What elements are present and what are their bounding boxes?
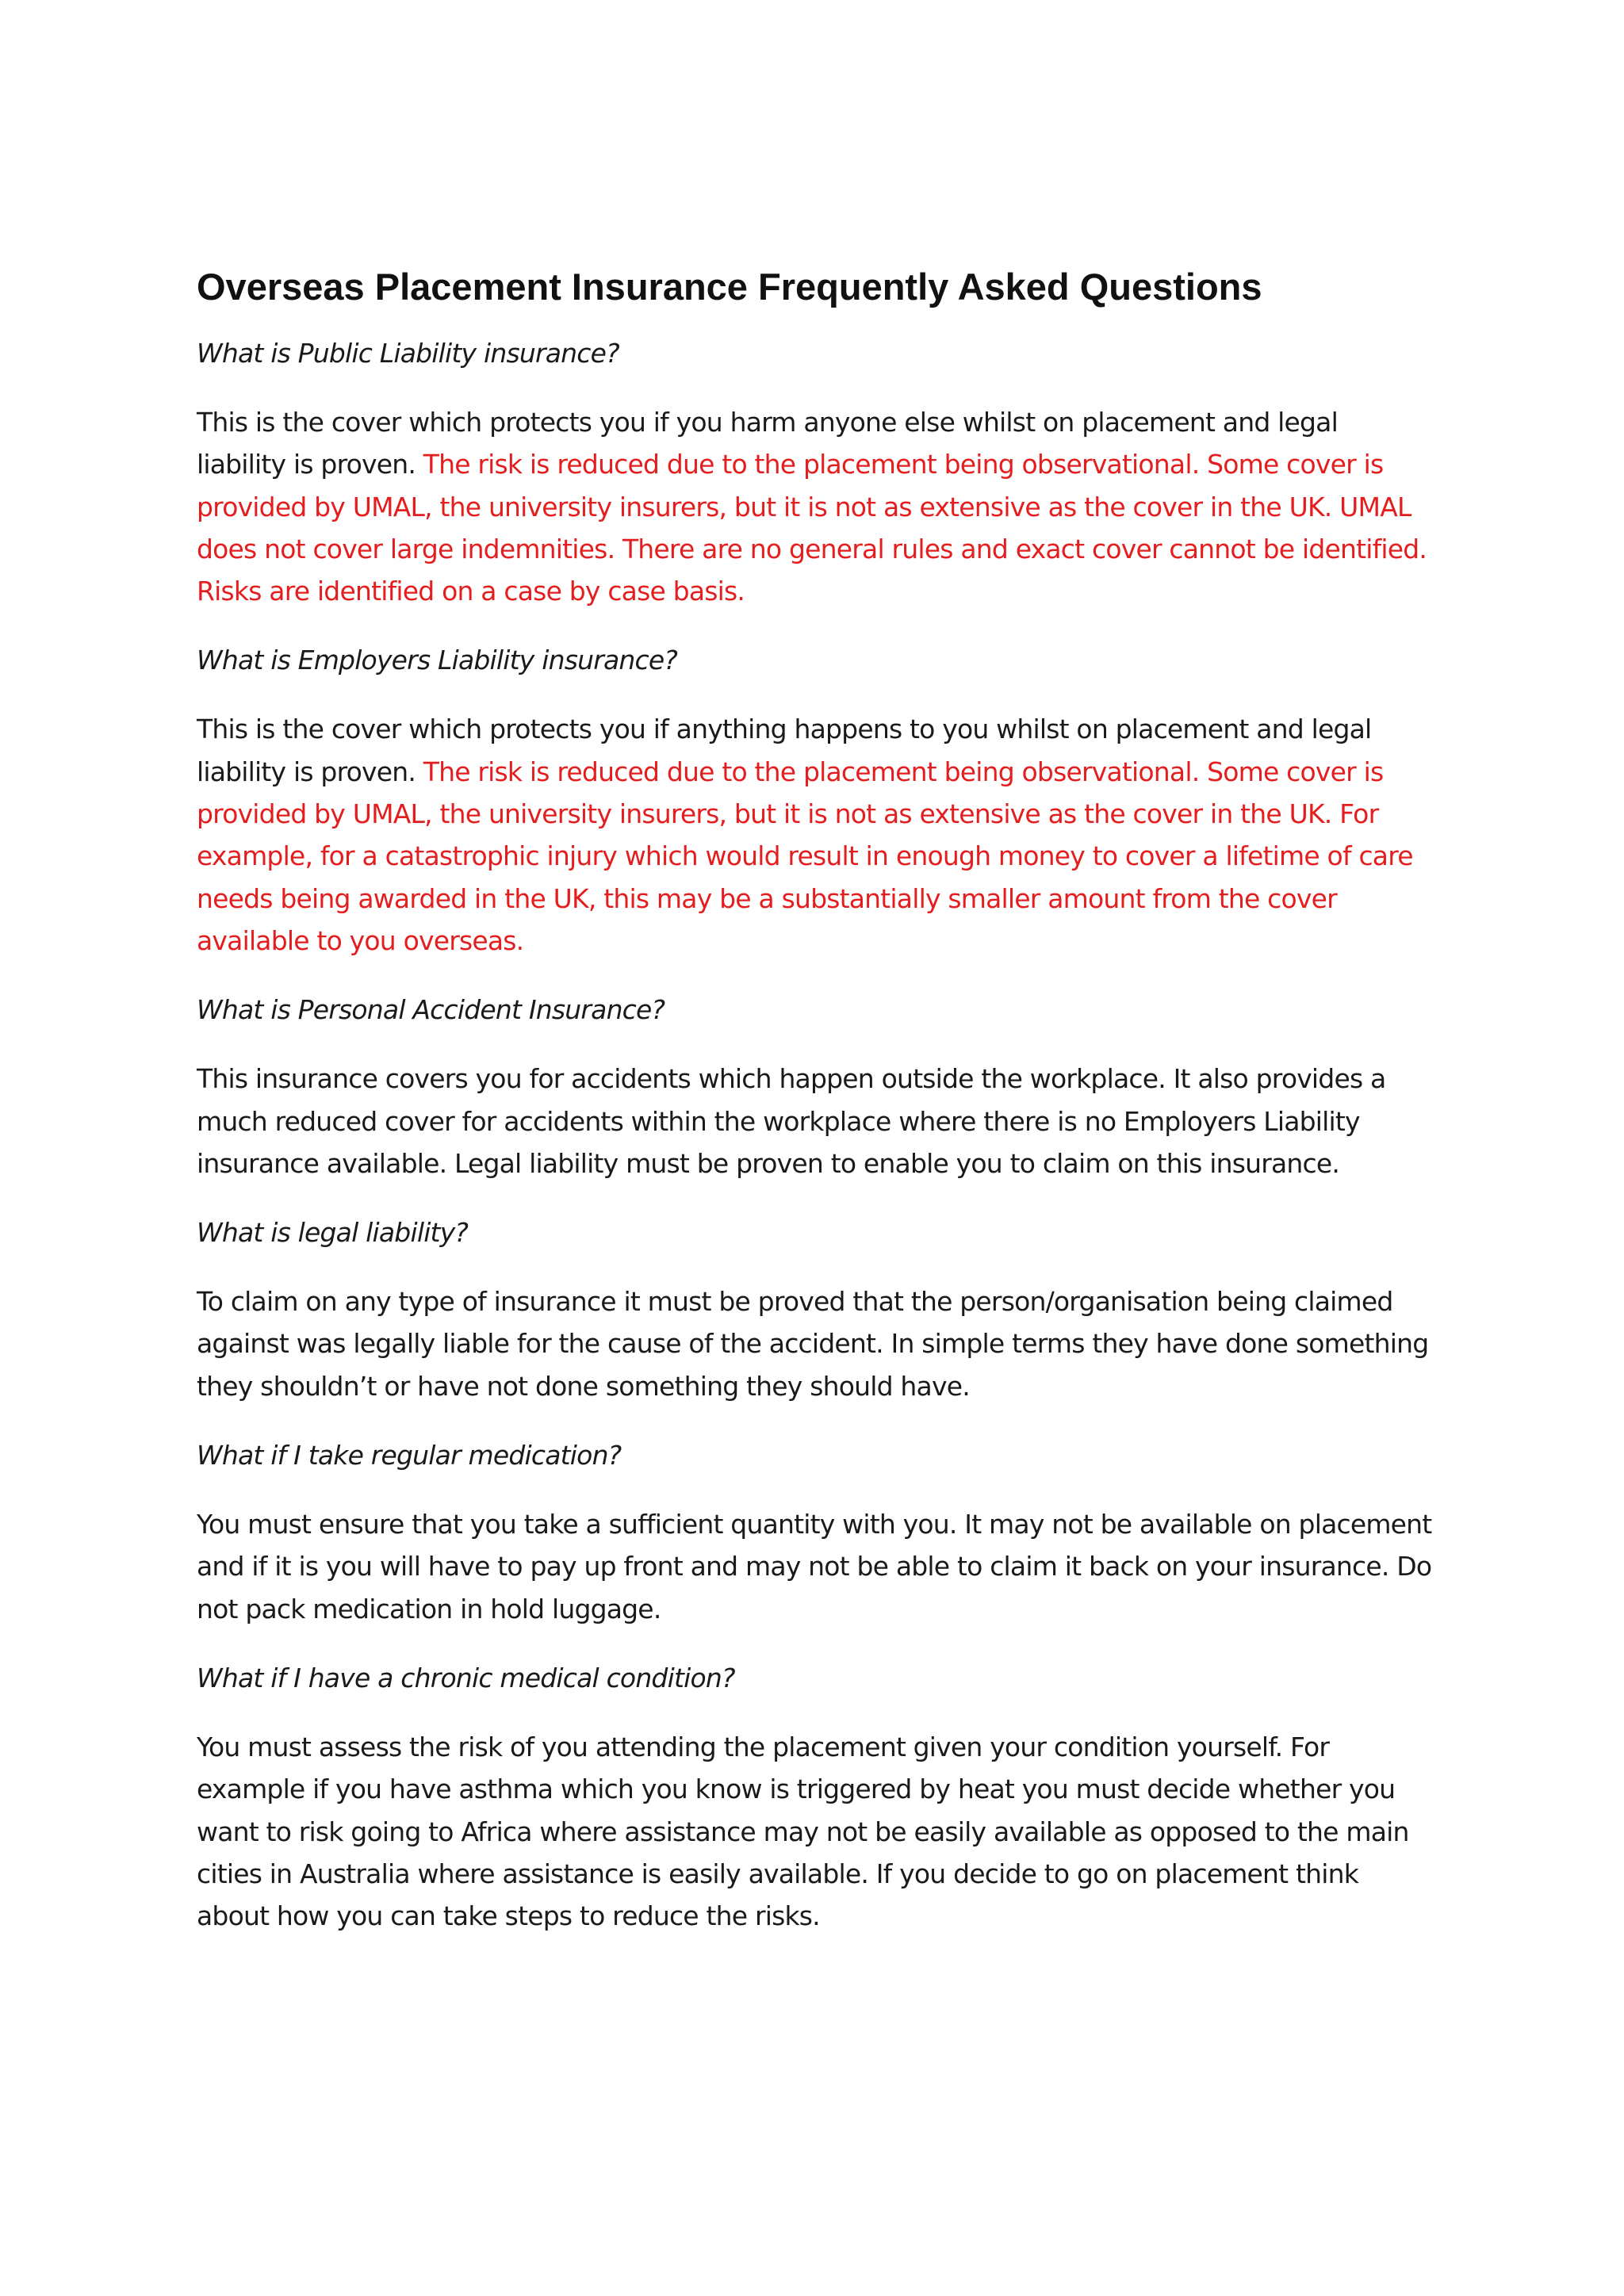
faq-question-legal-liability: What is legal liability? bbox=[197, 1217, 469, 1249]
faq-question-personal-accident: What is Personal Accident Insurance? bbox=[197, 994, 665, 1026]
faq-answer-employers-liability bbox=[197, 708, 1434, 962]
answer-highlight-text: The risk is reduced due to the placement being observational. Some cover is provided by UMAL, the university insurers, but it is not as extensive as the cover in the UK. For example, for a catastrophic injury which would result in enough money to cover a lifetime of care needs being awarded in the UK, this may be a substantially smaller amount from the cover available to you overseas. bbox=[197, 756, 1413, 956]
answer-text: You must ensure that you take a sufficient quantity with you. It may not be available on placement and if it is you will have to pay up front and may not be able to claim it back on your insurance. Do not pack medication in hold luggage. bbox=[197, 1509, 1432, 1624]
answer-text: This insurance covers you for accidents which happen outside the workplace. It also provides a much reduced cover for accidents within the workplace where there is no Employers Liability insurance available. Legal liability must be proven to enable you to claim on this insurance. bbox=[197, 1063, 1386, 1179]
faq-answer-regular-medication bbox=[197, 1503, 1434, 1630]
faq-question-public-liability: What is Public Liability insurance? bbox=[197, 338, 619, 369]
faq-answer-public-liability bbox=[197, 401, 1434, 612]
faq-answer-personal-accident bbox=[197, 1058, 1434, 1184]
faq-question-regular-medication: What if I take regular medication? bbox=[197, 1440, 622, 1471]
answer-text: This is the cover which protects you if you harm anyone else whilst on placement and legal liability is proven. bbox=[197, 407, 1338, 480]
document-body bbox=[197, 258, 1434, 1964]
answer-text: This is the cover which protects you if anything happens to you whilst on placement and legal liability is proven. bbox=[197, 714, 1372, 787]
faq-question-employers-liability: What is Employers Liability insurance? bbox=[197, 645, 678, 676]
answer-text: To claim on any type of insurance it must be proved that the person/organisation being claimed against was legally liable for the cause of the accident. In simple terms they have done something they shouldn’t or have not done something they should have. bbox=[197, 1286, 1429, 1402]
answer-highlight-text: The risk is reduced due to the placement being observational. Some cover is provided by UMAL, the university insurers, but it is not as extensive as the cover in the UK. UMAL does not cover large indemnities. There are no general rules and exact cover cannot be identified. Risks are identified on a case by case basis. bbox=[197, 449, 1427, 607]
page-title: Overseas Placement Insurance Frequently Asked Questions bbox=[197, 266, 1262, 308]
faq-answer-chronic-condition bbox=[197, 1726, 1434, 1937]
answer-text: You must assess the risk of you attending the placement given your condition yourself. For example if you have asthma which you know is triggered by heat you must decide whether you want to risk going to Africa where assistance may not be easily available as opposed to the main cities in Australia where assistance is easily available. If you decide to go on placement think about how you can take steps to reduce the risks. bbox=[197, 1731, 1409, 1932]
faq-answer-legal-liability bbox=[197, 1280, 1434, 1407]
faq-question-chronic-condition: What if I have a chronic medical condition? bbox=[197, 1662, 735, 1693]
